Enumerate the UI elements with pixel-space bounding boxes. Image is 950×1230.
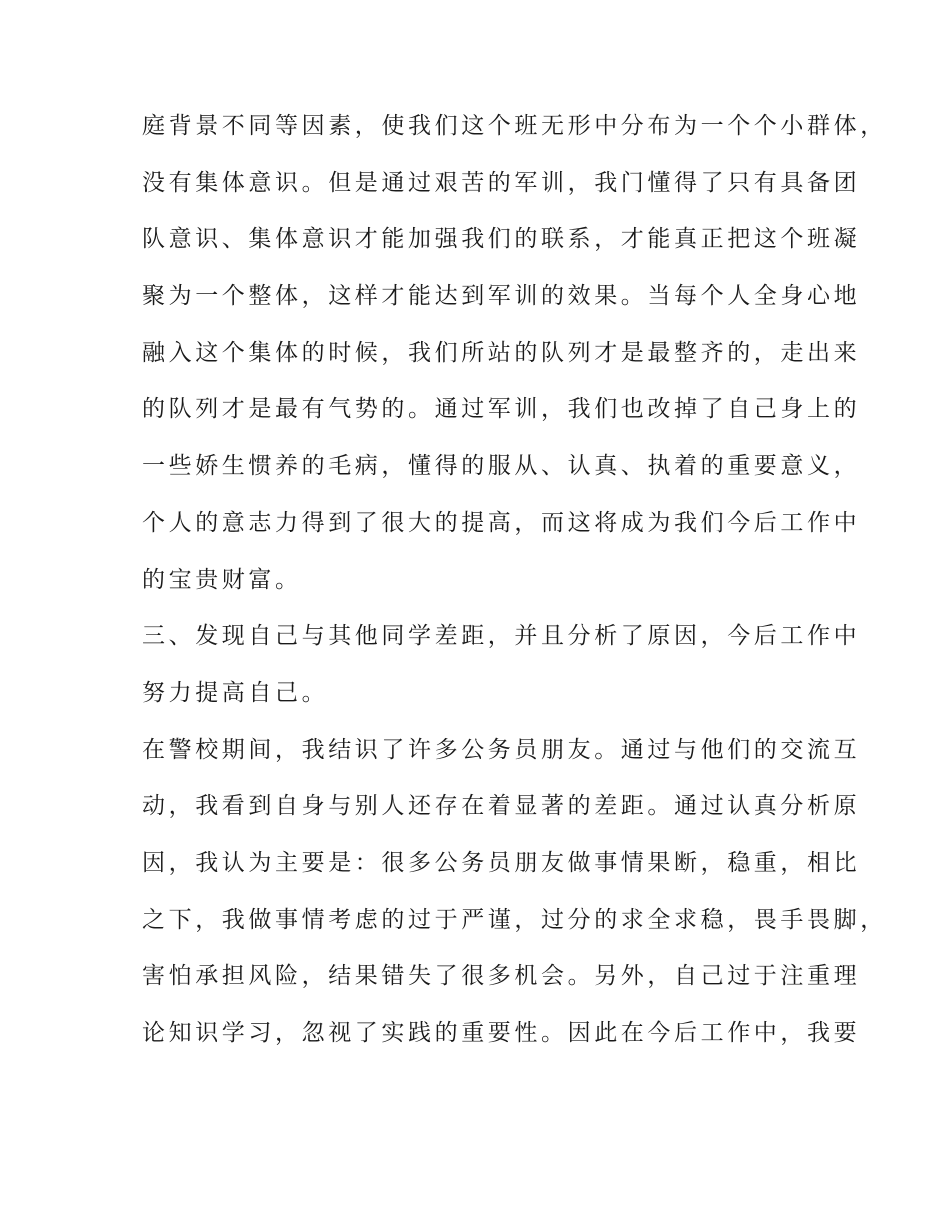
text-line: 队意识、集体意识才能加强我们的联系，才能真正把这个班凝: [142, 226, 861, 253]
section-heading: 努力提高自己。: [142, 679, 329, 706]
text-line: 的宝贵财富。: [142, 566, 302, 593]
text-line: 论知识学习，忽视了实践的重要性。因此在今后工作中，我要: [142, 1020, 861, 1046]
text-line: 聚为一个整体，这样才能达到军训的效果。当每个人全身心地: [142, 283, 861, 310]
text-line: 一些娇生惯养的毛病，懂得的服从、认真、执着的重要意义，: [142, 453, 861, 480]
text-line: 在警校期间，我结识了许多公务员朋友。通过与他们的交流互: [142, 736, 861, 763]
text-line: 融入这个集体的时候，我们所站的队列才是最整齐的，走出来: [142, 339, 861, 366]
text-line: 的队列才是最有气势的。通过军训，我们也改掉了自己身上的: [142, 396, 861, 423]
text-line: 动，我看到自身与别人还存在着显著的差距。通过认真分析原: [142, 793, 861, 820]
section-heading: 三、发现自己与其他同学差距，并且分析了原因，今后工作中: [142, 623, 861, 650]
text-line: 个人的意志力得到了很大的提高，而这将成为我们今后工作中: [142, 509, 861, 536]
text-line: 害怕承担风险，结果错失了很多机会。另外，自己过于注重理: [142, 963, 861, 990]
text-line: 庭背景不同等因素，使我们这个班无形中分布为一个个小群体，: [142, 113, 887, 139]
text-line: 没有集体意识。但是通过艰苦的军训，我门懂得了只有具备团: [142, 169, 861, 196]
body-text: [142, 98, 887, 1062]
text-line: 因，我认为主要是：很多公务员朋友做事情果断，稳重，相比: [142, 849, 861, 876]
text-line: 之下，我做事情考虑的过于严谨，过分的求全求稳，畏手畏脚，: [142, 906, 887, 933]
